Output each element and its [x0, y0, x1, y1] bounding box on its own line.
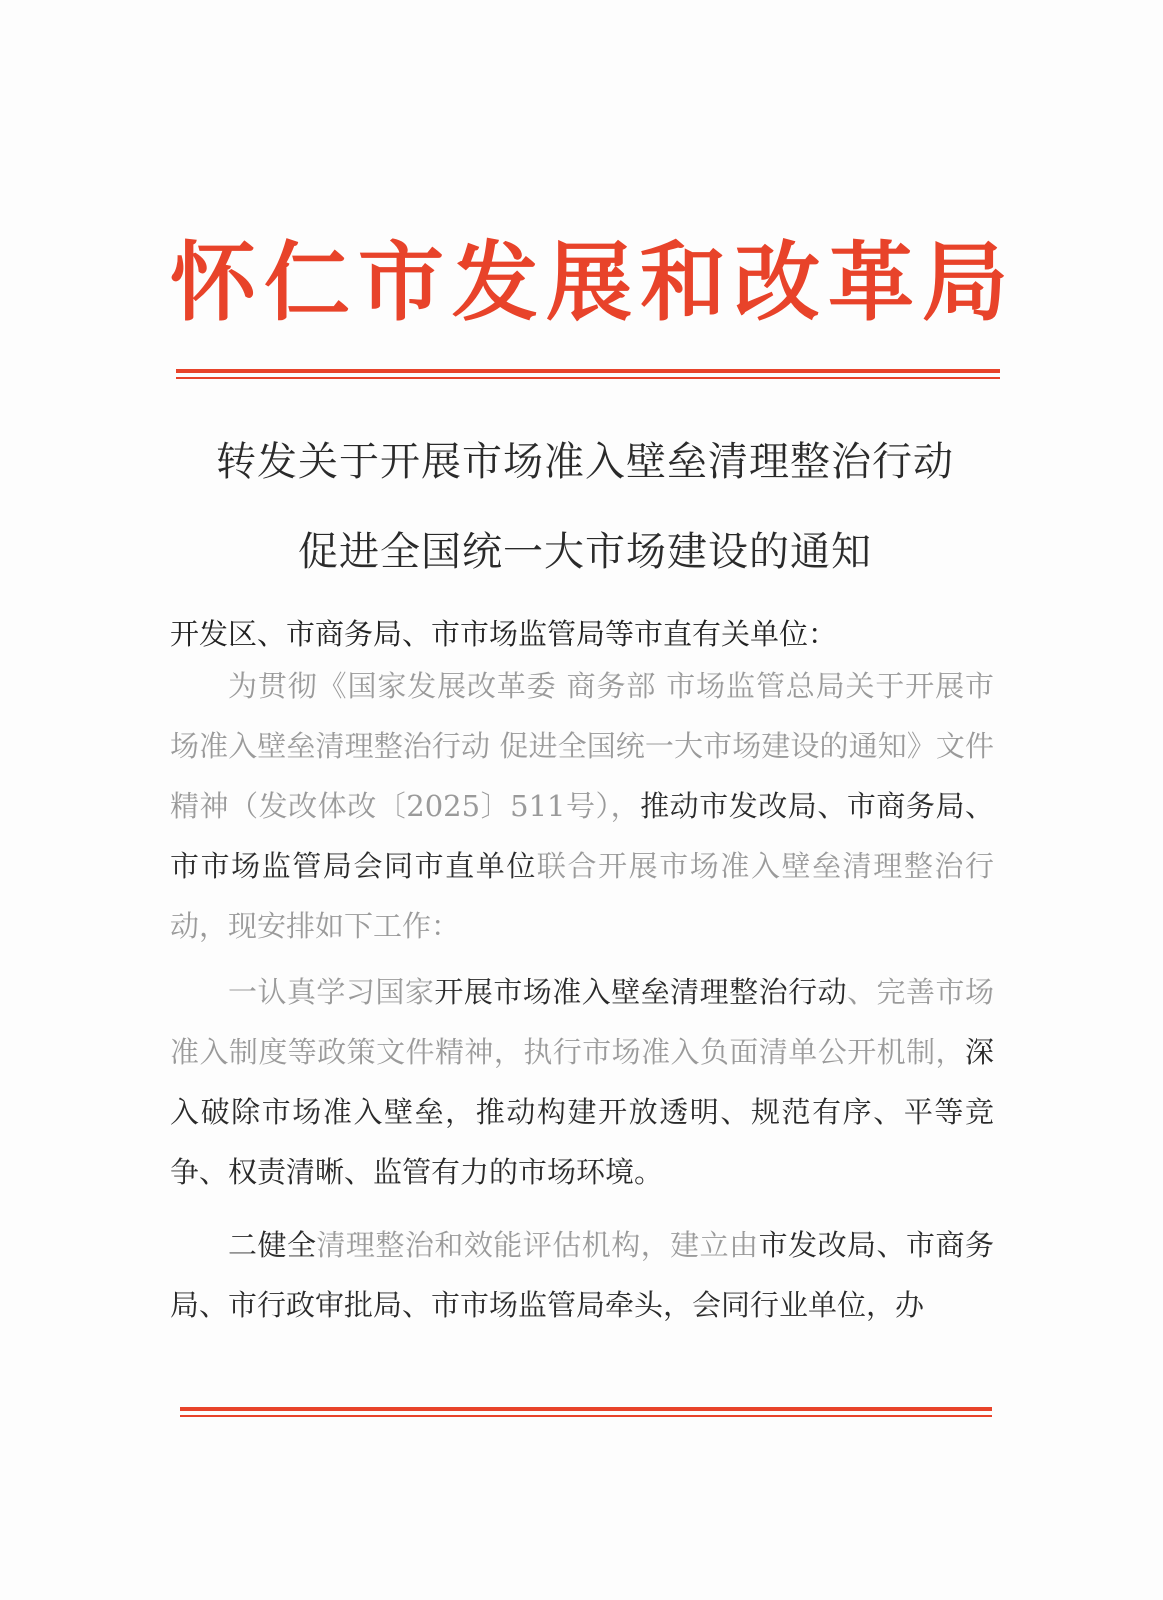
paragraph-intro-part-2: 推动市发改局、市商务局、市市场监管局会同市直单位 — [170, 789, 994, 883]
paragraph-item-1-part-2: 开展市场准入壁垒清理整治行动 — [434, 975, 848, 1009]
paragraph-item-2-part-1: 二健全 — [228, 1228, 317, 1262]
paragraph-item-1-part-1: 一认真学习国家 — [228, 975, 435, 1009]
masthead-red-rule-thin — [176, 377, 1000, 379]
paragraph-intro — [170, 656, 994, 956]
footer-red-rule-thin — [180, 1415, 992, 1417]
document-title-line-1: 转发关于开展市场准入壁垒清理整治行动 — [216, 439, 954, 485]
paragraph-item-1-part-4: 深入破除市场准入壁垒，推动构建开放透明、规范有序、平等竞争、权责清晰、监管有力的市场环境。 — [170, 1035, 994, 1189]
paragraph-item-1 — [170, 962, 994, 1202]
footer-red-rule — [180, 1407, 992, 1411]
paragraph-item-1-part-3: 、完善市场准入制度等政策文件精神，执行市场准入负面清单公开机制， — [170, 975, 994, 1069]
paragraph-intro-part-3: 联合开展市场准入壁垒清理整治行动，现安排如下工作： — [170, 849, 994, 943]
masthead-org-name: 怀仁市发展和改革局 — [170, 233, 1016, 333]
salutation: 开发区、市商务局、市市场监管局等市直有关单位： — [170, 617, 838, 651]
masthead-red-rule — [176, 369, 1000, 373]
paragraph-intro-part-1: 为贯彻《国家发展改革委 商务部 市场监管总局关于开展市场准入壁垒清理整治行动 促进全国统一大市场建设的通知》文件精神（发改体改〔2025〕511号）， — [170, 669, 994, 823]
paragraph-item-2 — [170, 1215, 994, 1335]
paragraph-item-2-part-3: 市发改局、市商务局、市行政审批局、市市场监管局牵头，会同行业单位，办 — [170, 1228, 994, 1322]
document-title-line-2: 促进全国统一大市场建设的通知 — [298, 529, 872, 575]
paragraph-item-2-part-2: 清理整治和效能评估机构，建立由 — [316, 1228, 759, 1262]
